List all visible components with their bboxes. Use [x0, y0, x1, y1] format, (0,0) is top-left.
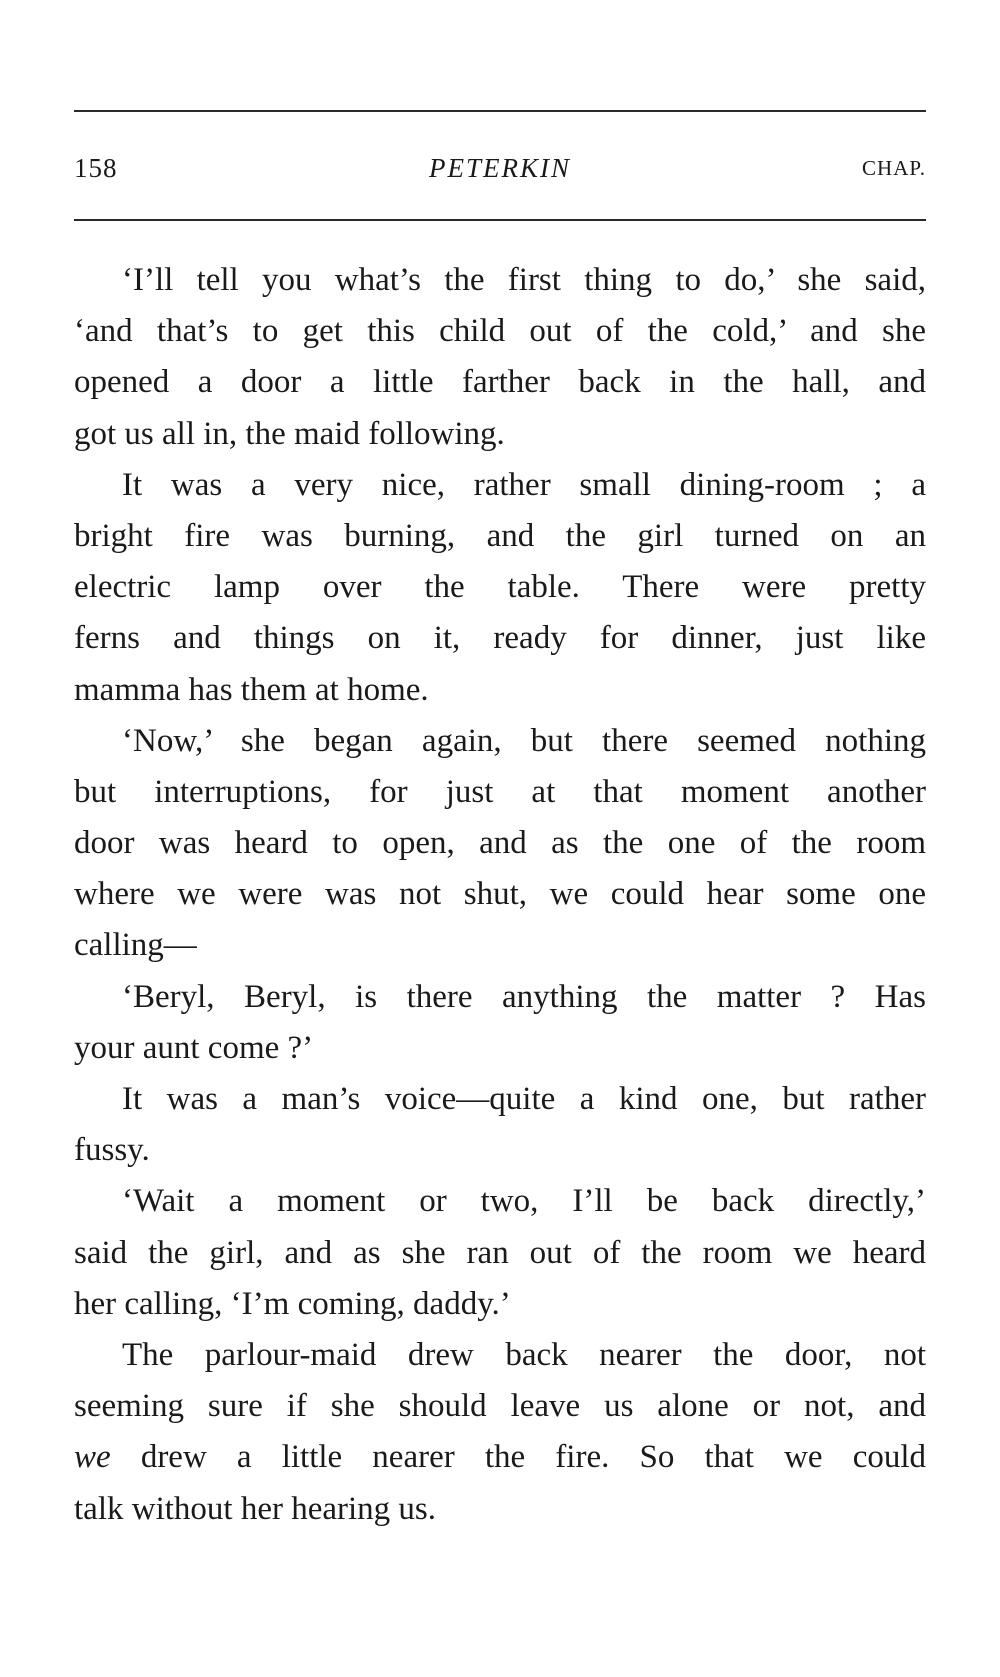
text-line: her calling, ‘I’m coming, daddy.’	[74, 1285, 511, 1322]
header-rule-bottom	[74, 219, 926, 221]
text-line: ‘Wait a moment or two, I’ll be back directly,’	[122, 1183, 926, 1220]
text-line-rest: drew a little nearer the fire. So that we could	[140, 1439, 926, 1476]
text-line: opened a door a little farther back in the hall, and	[74, 364, 926, 401]
running-header	[74, 148, 926, 188]
text-line: fussy.	[74, 1132, 150, 1169]
text-line: calling—	[74, 927, 197, 964]
text-line: your aunt come ?’	[74, 1029, 314, 1066]
text-line: It was a very nice, rather small dining-room ; a	[122, 466, 926, 503]
body-text	[74, 255, 926, 1535]
text-line: where we were was not shut, we could hear some one	[74, 876, 926, 913]
text-line: bright fire was burning, and the girl turned on an	[74, 517, 926, 554]
header-rule-top	[74, 110, 926, 112]
page-number: 158	[74, 153, 118, 183]
text-line: got us all in, the maid following.	[74, 415, 505, 452]
text-line: ferns and things on it, ready for dinner, just like	[74, 620, 926, 657]
text-line: mamma has them at home.	[74, 671, 429, 708]
text-line: The parlour-maid drew back nearer the door, not	[122, 1336, 926, 1373]
chapter-label: CHAP.	[862, 156, 926, 180]
text-line-italic-start	[74, 1432, 926, 1483]
text-line: ‘I’ll tell you what’s the first thing to do,’ she said,	[122, 262, 926, 298]
text-line: ‘Beryl, Beryl, is there anything the matter ? Has	[122, 978, 926, 1015]
text-line: ‘Now,’ she began again, but there seemed nothing	[122, 722, 926, 759]
text-line: electric lamp over the table. There were pretty	[74, 569, 926, 606]
running-title: PETERKIN	[429, 153, 571, 183]
text-line: ‘and that’s to get this child out of the cold,’ and she	[74, 313, 926, 350]
text-line: talk without her hearing us.	[74, 1490, 437, 1527]
text-line: seeming sure if she should leave us alone or not, and	[74, 1388, 926, 1425]
italic-word: we	[74, 1439, 111, 1476]
text-line: but interruptions, for just at that moment another	[74, 773, 926, 810]
text-line: said the girl, and as she ran out of the room we heard	[74, 1234, 926, 1271]
text-line: door was heard to open, and as the one of the room	[74, 825, 926, 862]
text-line: It was a man’s voice—quite a kind one, but rather	[122, 1081, 926, 1117]
